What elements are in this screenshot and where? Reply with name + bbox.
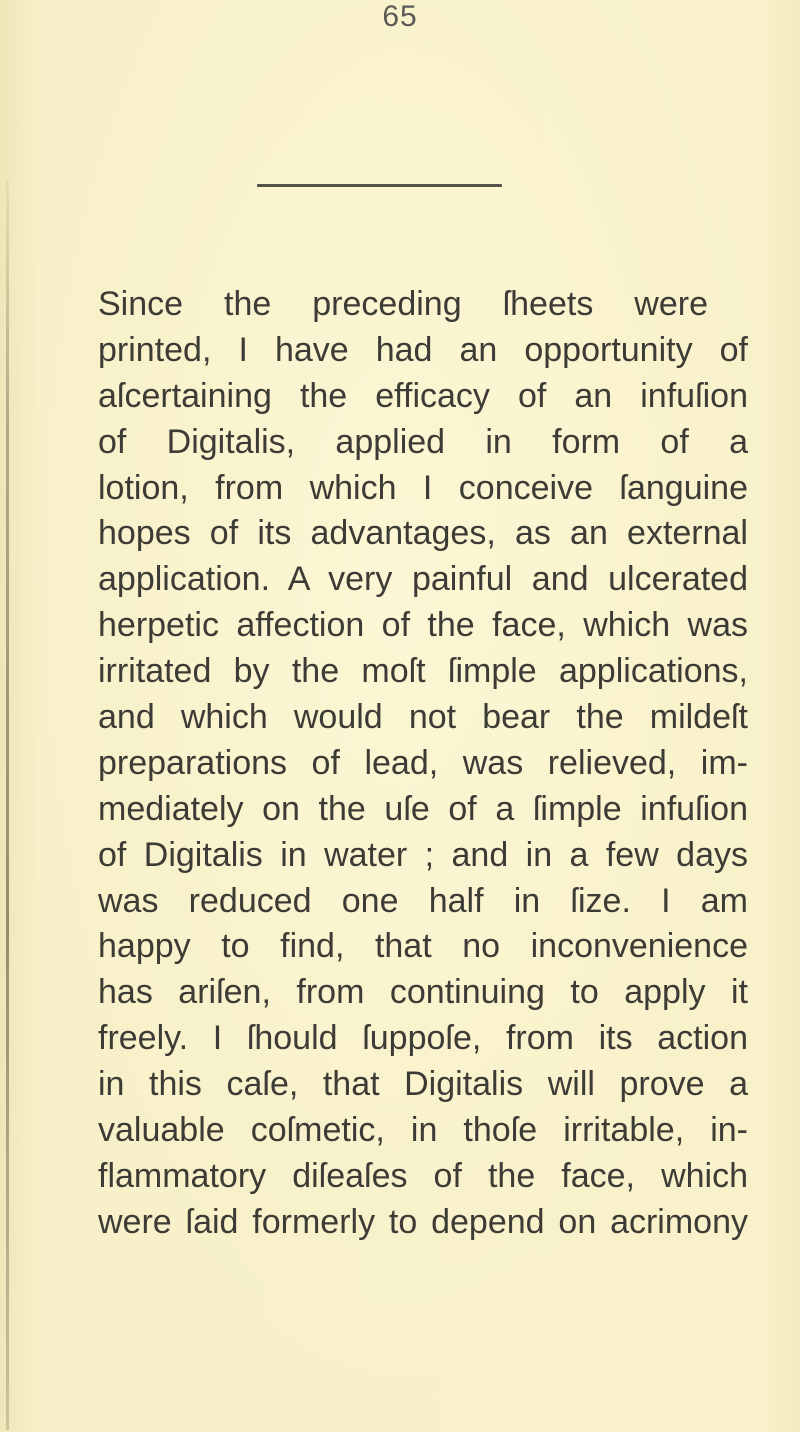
text-line: application. A very painful and ulcerated xyxy=(98,560,748,599)
text-line: valuable coſmetic, in thoſe irritable, in- xyxy=(98,1111,748,1150)
text-line: aſcertaining the efficacy of an infuſion xyxy=(98,376,748,415)
text-line: was reduced one half in ſize. I am xyxy=(98,881,748,920)
text-line: Since the preceding ſheets were xyxy=(98,285,708,323)
binding-gutter-shadow xyxy=(6,180,9,1430)
body-paragraph xyxy=(98,282,748,1246)
text-line: mediately on the uſe of a ſimple infuſion xyxy=(98,789,748,828)
text-line: in this caſe, that Digitalis will prove a xyxy=(98,1065,748,1104)
text-line: and which would not bear the mildeſt xyxy=(98,698,748,737)
text-line: lotion, from which I conceive ſanguine xyxy=(98,468,748,507)
section-divider-rule xyxy=(257,184,502,187)
text-line: freely. I ſhould ſuppoſe, from its action xyxy=(98,1019,748,1058)
text-line: were ſaid formerly to depend on acrimony xyxy=(98,1202,748,1241)
page-number: 65 xyxy=(382,0,418,33)
text-line: irritated by the moſt ſimple applications, xyxy=(98,652,748,691)
text-line: hopes of its advantages, as an external xyxy=(98,514,748,553)
text-line: has ariſen, from continuing to apply it xyxy=(98,973,748,1012)
text-line: herpetic affection of the face, which was xyxy=(98,606,748,645)
text-line: of Digitalis in water ; and in a few days xyxy=(98,835,748,874)
text-line: printed, I have had an opportunity of xyxy=(98,330,748,369)
text-line: of Digitalis, applied in form of a xyxy=(98,422,748,461)
text-line: happy to find, that no inconvenience xyxy=(98,927,748,966)
text-line: preparations of lead, was relieved, im- xyxy=(98,743,748,782)
text-line: flammatory diſeaſes of the face, which xyxy=(98,1156,748,1195)
